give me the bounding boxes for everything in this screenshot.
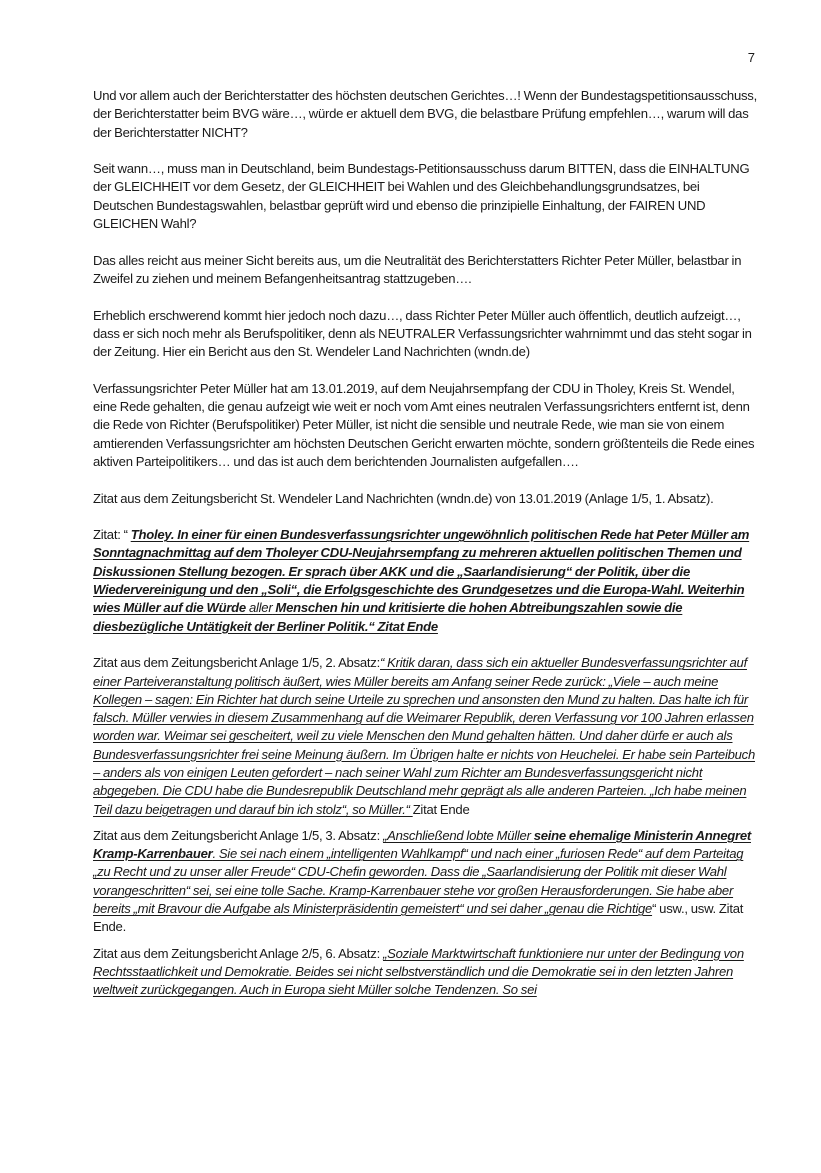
quoted-text-run: Menschen hin und kritisierte die hohen Abtreibungszahlen sowie die diesbezügliche Untätigkeit der Berliner Politik.“ Zitat Ende [93, 600, 683, 634]
paragraph-neujahrsempfang [93, 380, 761, 471]
quoted-text-run: „Soziale Marktwirtschaft funktioniere nur unter der Bedingung von Rechtsstaatlichkeit und Demokratie. Beides sei nicht selbstverständlich und die Demokratie sei in den letzten Jahren weltweit zurückgegangen. Auch in Europa sieht Müller solche Tendenzen. So sei [93, 945, 744, 998]
paragraph-neutralitaet [93, 252, 761, 289]
quoted-text-run: . Sie sei nach einem „intelligenten Wahlkampf“ und nach einer „furiosen Rede“ auf dem Parteitag „zu Recht und zu unser aller Freude“ CDU-Chefin geworden. Dass die „Saarlandisierung der Politik mit dieser Wahl vorangeschritten“ sei, sei eine tolle Sache. Kramp-Karrenbauer stehe vor großen Herausforderungen. Sie habe aber bereits „mit Bravour die Aufgabe als Ministerpräsidentin gemeistert“ und sei daher „genau die Richtige [93, 846, 744, 917]
quoted-text-run: “ Kritik daran, dass sich ein aktueller Bundesverfassungsrichter auf einer Parteiveranstaltung politisch äußert, wies Müller bereits am Anfang seiner Rede zurück: „Viele – auch meine Kollegen – sagen: Ein Richter hat durch seine Urteile zu sprechen und ansonsten den Mund zu halten. Das halte ich für falsch. Müller verwies in diesem Zusammenhang auf die Weimarer Republik, deren Verfassung vor 100 Jahren erlassen worden war. Weimar sei gescheitert, weil zu viele Menschen den Mund gehalten hätten. Und daher dürfe er auch als Bundesverfassungsrichter frei seine Meinung äußern. Im Übrigen halte er nichts von Heuchelei. Er habe sein Parteibuch – anders als von einigen Leuten gefordert – nach seiner Wahl zum Richter am Bundesverfassungsgericht nicht abgegeben. Die CDU habe die Bundesrepublik Deutschland mehr geprägt als alle anderen Parteien. „Ich habe meinen Teil dazu beigetragen und darauf bin ich stolz“, so Müller.“ [93, 655, 756, 817]
quoted-text-run: seine ehemalige Ministerin Annegret Kramp-Karrenbauer [93, 827, 751, 862]
document-body [93, 87, 761, 1018]
text-run: Zitat aus dem Zeitungsbericht Anlage 1/5, 3. Absatz: [93, 827, 383, 843]
quote-absatz-6 [93, 945, 761, 1000]
quoted-text-run: „Anschließend lobte Müller [382, 827, 534, 843]
text-run: Zitat aus dem Zeitungsbericht Anlage 1/5, 2. Absatz: [93, 655, 380, 671]
text-run: “ usw., usw. Zitat Ende. [93, 901, 744, 935]
paragraph-gleichheit [93, 160, 761, 233]
text-run: Erheblich erschwerend kommt hier jedoch noch dazu…, dass Richter Peter Müller auch öffentlich, deutlich aufzeigt…, dass er sich noch mehr als Berufspolitiker, denn als NEUTRALER Verfassungsrichter wahrnimmt und das steht sogar in der Zeitung. Hier ein Bericht aus den St. Wendeler Land Nachrichten (wndn.de) [93, 307, 752, 360]
paragraph-berichterstatter [93, 87, 761, 142]
text-run: Zitat aus dem Zeitungsbericht St. Wendeler Land Nachrichten (wndn.de) von 13.01.2019 (Anlage 1/5, 1. Absatz). [93, 490, 714, 506]
text-run: Das alles reicht aus meiner Sicht bereits aus, um die Neutralität des Berichterstatters Richter Peter Müller, belastbar in Zweifel zu ziehen und meinem Befangenheitsantrag stattzugeben…. [93, 252, 742, 286]
paragraph-zitat-intro [93, 490, 761, 508]
text-run: Zitat aus dem Zeitungsbericht Anlage 2/5, 6. Absatz: [93, 945, 383, 961]
quoted-text-run: aller [248, 600, 273, 616]
text-run: Zitat Ende [412, 801, 470, 817]
quote-absatz-2 [93, 654, 761, 819]
text-run: Verfassungsrichter Peter Müller hat am 13.01.2019, auf dem Neujahrsempfang der CDU in Tholey, Kreis St. Wendel, eine Rede gehalten, die genau aufzeigt wie weit er noch vom Amt eines neutralen Verfassungsrichters entfernt ist, denn die Rede von Richter (Berufspolitiker) Peter Müller, ist nicht die sensible und neutrale Rede, wie man sie von einem amtierenden Verfassungsrichter am höchsten Deutschen Gericht erwarten möchte, sondern größtenteils die Rede eines aktiven Parteipolitikers… und das ist auch dem berichtenden Journalisten aufgefallen…. [93, 380, 755, 469]
quote-absatz-1 [93, 526, 761, 636]
page-number: 7 [747, 50, 755, 65]
text-run: Seit wann…, muss man in Deutschland, beim Bundestags-Petitionsausschuss darum BITTEN, dass die EINHALTUNG der GLEICHHEIT vor dem Gesetz, der GLEICHHEIT bei Wahlen und des Gleichbehandlungsgrundsatzes, bei Deutschen Bundestagswahlen, belastbar geprüft wird und ebenso die prinzipielle Einhaltung, der FAIREN UND GLEICHEN Wahl? [93, 161, 750, 232]
text-run: Und vor allem auch der Berichterstatter des höchsten deutschen Gerichtes…! Wenn der Bundestagspetitionsausschuss, der Berichterstatter beim BVG wäre…, würde er aktuell dem BVG, die belastbare Prüfung empfehlen…, warum will das der Berichterstatter NICHT? [93, 88, 757, 140]
paragraph-berufspolitiker [93, 307, 761, 362]
quote-absatz-3 [93, 827, 761, 937]
quoted-text-run: Tholey. In einer für einen Bundesverfassungsrichter ungewöhnlich politischen Rede hat Peter Müller am Sonntagnachmittag auf dem Tholeyer CDU-Neujahrsempfang zu mehreren aktuellen politischen Themen und Diskussionen Stellung bezogen. Er sprach über AKK und die „Saarlandisierung“ der Politik, über die Wiedervereinigung und den „Soli“, die Erfolgsgeschichte des Grundgesetzes und die Europa-Wahl. Weiterhin wies Müller auf die Würde [93, 527, 750, 616]
text-run: Zitat: “ [93, 527, 131, 543]
